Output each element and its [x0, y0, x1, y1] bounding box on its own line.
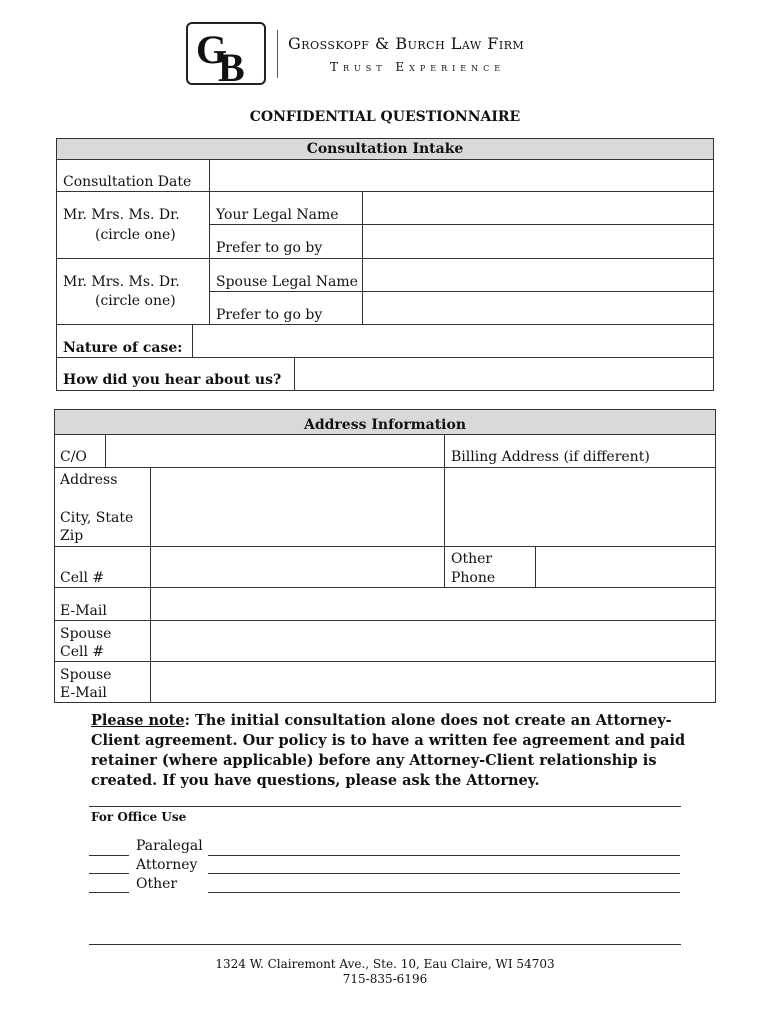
prefer-to-go-by-label: Prefer to go by — [216, 240, 323, 256]
spouse-legal-name-label-cell — [209, 258, 363, 292]
other-phone-field[interactable] — [535, 546, 716, 588]
paralegal-check-line[interactable] — [89, 855, 129, 856]
spouse-cell-label-cell — [54, 620, 151, 662]
billing-address-label: Billing Address (if different) — [451, 449, 650, 465]
note-label: Please note — [91, 712, 185, 729]
logo-letter-g: G — [196, 27, 224, 72]
firm-logo — [186, 22, 266, 90]
prefer-to-go-by-field[interactable] — [362, 224, 714, 259]
your-legal-name-label: Your Legal Name — [216, 207, 339, 223]
note-text: : The initial consultation alone does not create an Attorney-Client agreement. Our policy is to have a written fee agreement and paid retainer (where applicable) before any Attorney-Client relationship is created. If you have questions, please ask the Attorney. — [91, 712, 686, 789]
email-field[interactable] — [150, 587, 716, 621]
attorney-label: Attorney — [136, 857, 198, 873]
logo-divider — [277, 30, 278, 78]
spouse-prefer-label-cell — [209, 291, 363, 325]
other-name-line[interactable] — [208, 892, 680, 893]
firm-tagline: Trust Experience — [330, 60, 506, 74]
title-select-cell — [56, 191, 210, 259]
billing-address-field[interactable] — [444, 467, 716, 547]
how-hear-label-cell — [56, 357, 295, 391]
consultation-date-field[interactable] — [209, 159, 714, 192]
policy-note — [91, 711, 691, 791]
spouse-legal-name-field[interactable] — [362, 258, 714, 292]
footer-address: 1324 W. Clairemont Ave., Ste. 10, Eau Claire, WI 54703 — [215, 957, 555, 971]
spouse-circle-one-hint: (circle one) — [95, 293, 176, 309]
other-label: Other — [451, 551, 493, 567]
office-top-rule — [89, 806, 681, 807]
spouse-cell-field[interactable] — [150, 620, 716, 662]
co-field[interactable] — [105, 434, 445, 468]
spouse-cell-label: Cell # — [60, 644, 105, 660]
footer-rule — [89, 944, 681, 945]
address-field[interactable] — [150, 467, 445, 547]
cell-label-cell — [54, 546, 151, 588]
attorney-name-line[interactable] — [208, 873, 680, 874]
nature-of-case-field[interactable] — [192, 324, 714, 358]
consultation-date-label-cell — [56, 159, 210, 192]
cell-label: Cell # — [60, 570, 105, 586]
spouse-label-2: Spouse — [60, 667, 112, 683]
intake-heading: Consultation Intake — [56, 138, 714, 160]
paralegal-label: Paralegal — [136, 838, 203, 854]
zip-label: Zip — [60, 528, 84, 544]
logo-letter-b: B — [218, 45, 245, 90]
title-options[interactable]: Mr. Mrs. Ms. Dr. — [63, 207, 180, 223]
your-legal-name-label-cell — [209, 191, 363, 225]
other-check-line[interactable] — [89, 892, 129, 893]
address-label-cell — [54, 467, 151, 547]
how-hear-field[interactable] — [294, 357, 714, 391]
paralegal-name-line[interactable] — [208, 855, 680, 856]
your-legal-name-field[interactable] — [362, 191, 714, 225]
email-label-cell — [54, 587, 151, 621]
spouse-prefer-to-go-by-field[interactable] — [362, 291, 714, 325]
billing-label-cell — [444, 434, 716, 468]
prefer-label-cell — [209, 224, 363, 259]
spouse-prefer-to-go-by-label: Prefer to go by — [216, 307, 323, 323]
city-state-label: City, State — [60, 510, 134, 526]
footer-phone: 715-835-6196 — [342, 972, 428, 986]
spouse-title-options[interactable]: Mr. Mrs. Ms. Dr. — [63, 274, 180, 290]
address-heading: Address Information — [54, 409, 716, 435]
form-title: CONFIDENTIAL QUESTIONNAIRE — [249, 109, 521, 125]
consultation-date-label: Consultation Date — [63, 174, 192, 190]
co-label-cell — [54, 434, 106, 468]
address-label: Address — [60, 472, 118, 488]
spouse-email-field[interactable] — [150, 661, 716, 703]
attorney-check-line[interactable] — [89, 873, 129, 874]
spouse-label: Spouse — [60, 626, 112, 642]
email-label: E-Mail — [60, 603, 107, 619]
phone-label: Phone — [451, 570, 496, 586]
office-other-label: Other — [136, 876, 178, 892]
office-use-heading: For Office Use — [91, 810, 187, 824]
co-label: C/O — [60, 449, 87, 465]
other-phone-label-cell — [444, 546, 536, 588]
firm-name: Grosskopf & Burch Law Firm — [288, 34, 525, 53]
spouse-title-select-cell — [56, 258, 210, 325]
nature-of-case-label: Nature of case: — [63, 340, 183, 356]
spouse-legal-name-label: Spouse Legal Name — [216, 274, 358, 290]
spouse-email-label-cell — [54, 661, 151, 703]
spouse-email-label: E-Mail — [60, 685, 107, 701]
nature-of-case-label-cell — [56, 324, 193, 358]
cell-field[interactable] — [150, 546, 445, 588]
how-hear-label: How did you hear about us? — [63, 372, 282, 388]
circle-one-hint: (circle one) — [95, 227, 176, 243]
